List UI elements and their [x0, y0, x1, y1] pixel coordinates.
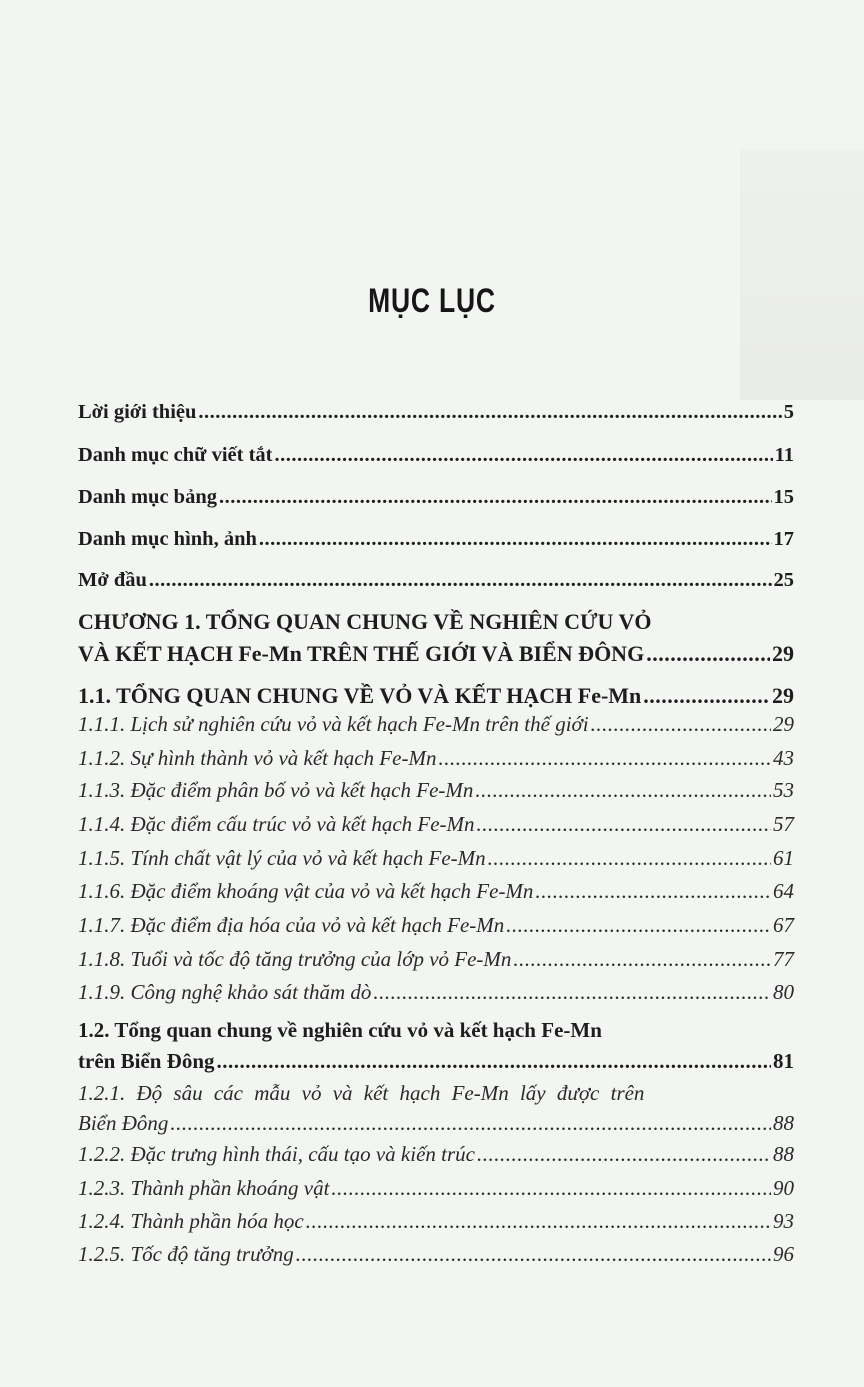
leader-dots — [296, 1242, 771, 1267]
toc-page: 80 — [773, 980, 794, 1004]
toc-page: 96 — [773, 1242, 794, 1266]
leader-dots — [506, 913, 771, 938]
toc-label: 1.2.5. Tốc độ tăng trưởng — [78, 1242, 294, 1266]
toc-label: 1.2.4. Thành phần hóa học — [78, 1209, 304, 1233]
toc-label: Biển Đông — [78, 1111, 169, 1135]
toc-page: 61 — [773, 846, 794, 870]
leader-dots — [535, 879, 771, 904]
chapter-title-line1: CHƯƠNG 1. TỔNG QUAN CHUNG VỀ NGHIÊN CỨU VỎ — [78, 609, 652, 634]
section-title-line1: 1.2. Tổng quan chung về nghiên cứu vỏ và kết hạch Fe-Mn — [78, 1018, 602, 1042]
subsection-title-line1: 1.2.1. Độ sâu các mẫu vỏ và kết hạch Fe-Mn lấy được trên — [78, 1081, 645, 1105]
subsection-entry — [78, 980, 794, 1005]
toc-page: 29 — [773, 712, 794, 736]
toc-page: 67 — [773, 913, 794, 937]
leader-dots — [477, 1142, 771, 1167]
toc-page: 15 — [773, 486, 794, 508]
show-through-shadow — [740, 150, 864, 400]
toc-label: 1.1.5. Tính chất vật lý của vỏ và kết hạch Fe-Mn — [78, 846, 486, 870]
leader-dots — [488, 846, 771, 871]
leader-dots — [438, 746, 771, 771]
toc-entry — [78, 528, 794, 551]
leader-dots — [643, 683, 770, 709]
toc-label: Danh mục bảng — [78, 486, 217, 508]
subsection-entry — [78, 1209, 794, 1234]
leader-dots — [149, 569, 772, 592]
toc-label: Danh mục chữ viết tắt — [78, 444, 273, 466]
toc-label: 1.1.7. Đặc điểm địa hóa của vỏ và kết hạch Fe-Mn — [78, 913, 505, 937]
subsection-entry — [78, 778, 794, 803]
subsection-entry — [78, 1111, 794, 1136]
toc-entry — [78, 486, 794, 509]
toc-label: VÀ KẾT HẠCH Fe-Mn TRÊN THẾ GIỚI VÀ BIỂN ĐÔNG — [78, 641, 645, 666]
leader-dots — [275, 444, 773, 467]
subsection-entry — [78, 1142, 794, 1167]
subsection-entry — [78, 746, 794, 771]
leader-dots — [373, 980, 771, 1005]
toc-entry — [78, 569, 794, 592]
leader-dots — [513, 947, 771, 972]
toc-label: 1.1.9. Công nghệ khảo sát thăm dò — [78, 980, 372, 1004]
toc-label: 1.1.4. Đặc điểm cấu trúc vỏ và kết hạch Fe-Mn — [78, 812, 475, 836]
toc-page: 11 — [774, 444, 794, 466]
subsection-entry — [78, 947, 794, 972]
leader-dots — [331, 1176, 771, 1201]
subsection-entry — [78, 812, 794, 837]
subsection-entry — [78, 1242, 794, 1267]
toc-label: trên Biển Đông — [78, 1049, 215, 1073]
toc-page: 43 — [773, 746, 794, 770]
toc-page: 90 — [773, 1176, 794, 1200]
leader-dots — [475, 778, 771, 803]
subsection-entry — [78, 712, 794, 737]
section-entry — [78, 1049, 794, 1074]
toc-label: 1.1.3. Đặc điểm phân bố vỏ và kết hạch Fe-Mn — [78, 778, 474, 802]
toc-page: 17 — [773, 528, 794, 550]
leader-dots — [646, 641, 770, 667]
toc-label: 1.1. TỔNG QUAN CHUNG VỀ VỎ VÀ KẾT HẠCH Fe-Mn — [78, 683, 642, 708]
toc-page: 57 — [773, 812, 794, 836]
toc-label: Mở đầu — [78, 569, 147, 591]
toc-page: 81 — [773, 1049, 794, 1073]
toc-label: 1.1.8. Tuổi và tốc độ tăng trưởng của lớp vỏ Fe-Mn — [78, 947, 512, 971]
toc-page: 77 — [773, 947, 794, 971]
toc-label: 1.2.3. Thành phần khoáng vật — [78, 1176, 330, 1200]
toc-page: 88 — [773, 1142, 794, 1166]
toc-entry — [78, 401, 794, 424]
toc-page: 93 — [773, 1209, 794, 1233]
subsection-entry — [78, 1176, 794, 1201]
subsection-entry — [78, 879, 794, 904]
toc-label: 1.1.6. Đặc điểm khoáng vật của vỏ và kết hạch Fe-Mn — [78, 879, 534, 903]
toc-label: Lời giới thiệu — [78, 401, 197, 423]
toc-page: 25 — [773, 569, 794, 591]
toc-page: 53 — [773, 778, 794, 802]
chapter-entry — [78, 641, 794, 667]
leader-dots — [306, 1209, 771, 1234]
toc-page: 29 — [772, 641, 794, 666]
toc-page: 5 — [783, 401, 794, 423]
toc-label: 1.1.1. Lịch sử nghiên cứu vỏ và kết hạch Fe-Mn trên thế giới — [78, 712, 589, 736]
leader-dots — [591, 712, 771, 737]
leader-dots — [219, 486, 772, 509]
toc-entry — [78, 444, 794, 467]
leader-dots — [259, 528, 772, 551]
toc-label: 1.2.2. Đặc trưng hình thái, cấu tạo và kiến trúc — [78, 1142, 475, 1166]
toc-label: Danh mục hình, ảnh — [78, 528, 257, 550]
page-title: MỤC LỤC — [368, 282, 496, 320]
subsection-entry — [78, 913, 794, 938]
leader-dots — [217, 1049, 772, 1074]
leader-dots — [198, 401, 781, 424]
subsection-entry — [78, 846, 794, 871]
toc-page: 88 — [773, 1111, 794, 1135]
toc-label: 1.1.2. Sự hình thành vỏ và kết hạch Fe-Mn — [78, 746, 437, 770]
section-entry — [78, 683, 794, 709]
leader-dots — [477, 812, 771, 837]
leader-dots — [170, 1111, 771, 1136]
toc-page: 29 — [772, 683, 794, 708]
toc-page: 64 — [773, 879, 794, 903]
